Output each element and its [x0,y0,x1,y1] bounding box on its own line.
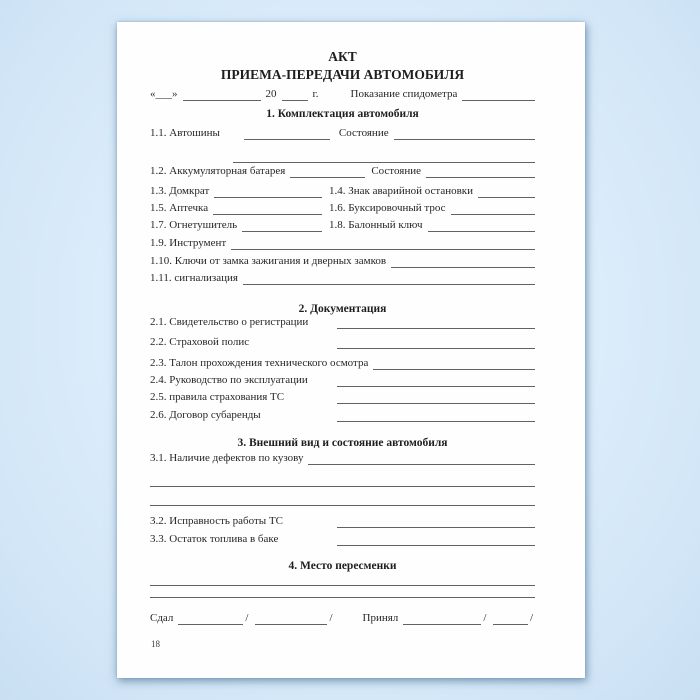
field-label: 1.6. Буксировочный трос [329,202,446,214]
blank-line [451,202,535,215]
blank-line [337,533,535,546]
year-prefix: 20 [265,88,277,100]
blank-line [231,237,535,250]
blank-line [150,493,535,506]
field-label: 2.5. правила страхования ТС [150,391,285,403]
field-label: 3.1. Наличие дефектов по кузову [150,452,304,464]
blank-line [478,185,535,198]
odometer-blank [462,88,535,101]
field-label: 2.4. Руководство по эксплуатации [150,374,308,386]
received-label: Принял [362,612,399,624]
date-odometer-row [150,87,535,101]
form-row-1-1-continued [150,149,535,163]
document-title-line2: ПРИЕМА-ПЕРЕДАЧИ АВТОМОБИЛЯ [220,67,465,82]
form-row-1-1 [150,126,535,140]
form-row-1-9 [150,236,535,250]
full-width-blank-row [150,496,535,506]
section4-heading: 4. Место пересменки [288,560,397,572]
odometer-label: Показание спидометра [350,88,458,100]
blank-line [337,515,535,528]
form-row-1-5-1-6 [150,201,535,215]
signature-blank [403,612,481,625]
field-label: 1.10. Ключи от замка зажигания и дверных замков [150,255,387,267]
name-blank [493,612,528,625]
blank-line [150,585,535,598]
form-row-2-1 [150,315,535,329]
blank-line [394,127,535,140]
page-number: 18 [151,639,160,649]
field-label: 1.5. Аптечка [150,202,209,214]
blank-line [214,185,322,198]
field-label: 1.4. Знак аварийной остановки [329,185,474,197]
field-label: 1.11. сигнализация [150,272,238,284]
state-label: Состояние [338,127,389,139]
blank-line [242,219,322,232]
field-label: 2.6. Договор субаренды [150,409,261,421]
form-row-1-2 [150,164,535,178]
form-row-2-2 [150,335,535,349]
field-label: 2.1. Свидетельство о регистрации [150,316,309,328]
blank-line [243,272,535,285]
form-row-3-1 [150,451,535,465]
field-label: 2.3. Талон прохождения технического осмотра [150,357,369,369]
blank-line [244,127,330,140]
handed-over-label: Сдал [150,612,174,624]
document-page [117,22,585,678]
date-month-blank [183,88,261,101]
slash-separator: / [245,612,249,624]
blank-line [337,336,535,349]
form-row-1-10 [150,254,535,268]
field-label: 1.8. Балонный ключ [329,219,423,231]
blank-line [337,391,535,404]
form-row-2-5 [150,390,535,404]
section2-heading: 2. Документация [298,303,387,315]
field-label: 3.2. Исправность работы ТС [150,515,283,527]
year-blank [282,88,308,101]
slash-separator: / [529,612,533,624]
blank-line [337,316,535,329]
blank-line [373,357,535,370]
blank-line [428,219,536,232]
blank-line [213,202,322,215]
blank-line [150,474,535,487]
form-row-3-3 [150,532,535,546]
section3-heading: 3. Внешний вид и состояние автомобиля [237,437,448,449]
blank-line [337,374,535,387]
date-day-quote: «___» [150,88,178,100]
field-label: 1.2. Аккумуляторная батарея [150,165,286,177]
state-label: Состояние [371,165,421,177]
section1-heading: 1. Комплектация автомобиля [266,108,419,120]
name-blank [255,612,327,625]
year-suffix: г. [312,88,319,100]
field-label: 1.7. Огнетушитель [150,219,238,231]
form-row-2-3 [150,356,535,370]
signature-row [150,610,535,625]
field-label: 3.3. Остаток топлива в баке [150,533,279,545]
form-row-1-11 [150,271,535,285]
field-label: 1.9. Инструмент [150,237,227,249]
form-row-3-2 [150,514,535,528]
form-row-1-3-1-4 [150,184,535,198]
blank-line [290,165,365,178]
slash-separator: / [329,612,333,624]
signature-blank [178,612,243,625]
form-row-1-7-1-8 [150,218,535,232]
form-row-2-4 [150,373,535,387]
blank-line [337,409,535,422]
form-row-2-6 [150,408,535,422]
full-width-blank-row [150,588,535,598]
document-title-line1: АКТ [328,49,357,64]
blank-line [233,150,535,163]
field-label: 1.3. Домкрат [150,185,210,197]
blank-line [308,452,535,465]
field-label: 2.2. Страховой полис [150,336,250,348]
blank-line [391,255,535,268]
field-label: 1.1. Автошины [150,127,220,139]
full-width-blank-row [150,477,535,487]
slash-separator: / [483,612,487,624]
blank-line [426,165,535,178]
